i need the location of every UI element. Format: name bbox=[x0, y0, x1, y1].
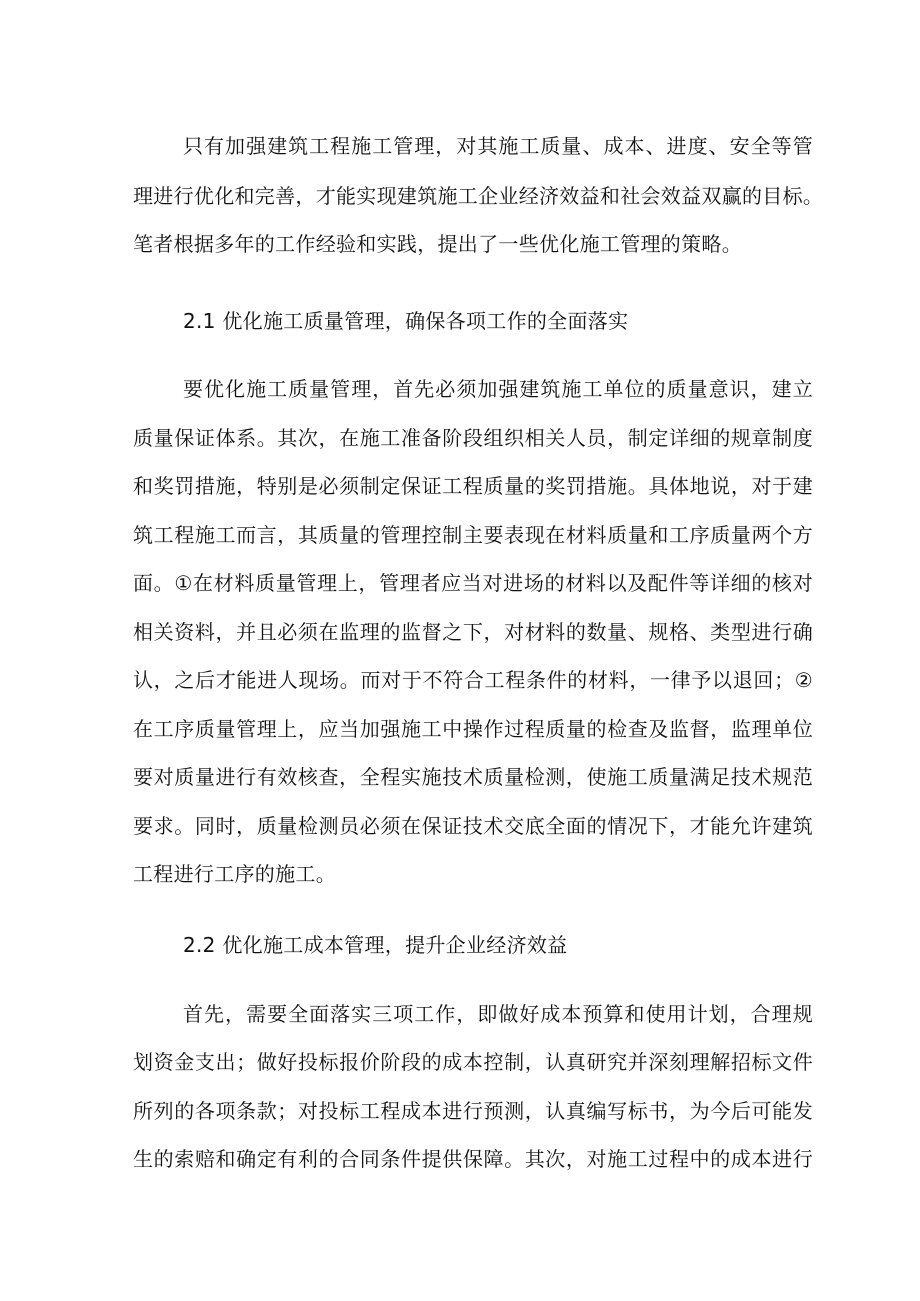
section-2-1-line-4: 筑工程施工而言，其质量的管理控制主要表现在材料质量和工序质量两个方 bbox=[133, 523, 813, 547]
section-2-1-line-8: 在工序质量管理上，应当加强施工中操作过程质量的检查及监督，监理单位 bbox=[133, 717, 813, 741]
section-2-2-heading: 2.2 优化施工成本管理，提升企业经济效益 bbox=[183, 933, 568, 957]
intro-line-1: 只有加强建筑工程施工管理，对其施工质量、成本、进度、安全等管 bbox=[183, 134, 813, 158]
section-2-1-line-3: 和奖罚措施，特别是必须制定保证工程质量的奖罚措施。具体地说，对于建 bbox=[133, 474, 813, 498]
intro-line-3: 笔者根据多年的工作经验和实践，提出了一些优化施工管理的策略。 bbox=[133, 232, 742, 256]
section-2-1-line-1: 要优化施工质量管理，首先必须加强建筑施工单位的质量意识，建立 bbox=[183, 377, 813, 401]
section-2-1-line-11: 工程进行工序的施工。 bbox=[133, 862, 336, 886]
section-2-1-line-7: 认，之后才能进人现场。而对于不符合工程条件的材料，一律予以退回；② bbox=[133, 668, 813, 692]
section-2-1-line-2: 质量保证体系。其次，在施工准备阶段组织相关人员，制定详细的规章制度 bbox=[133, 426, 813, 450]
section-2-1-line-10: 要求。同时，质量检测员必须在保证技术交底全面的情况下，才能允许建筑 bbox=[133, 814, 813, 838]
section-2-1-line-5: 面。①在材料质量管理上，管理者应当对进场的材料以及配件等详细的核对 bbox=[133, 571, 813, 595]
section-2-2-line-4: 生的索赔和确定有利的合同条件提供保障。其次，对施工过程中的成本进行 bbox=[133, 1147, 813, 1171]
section-2-1-heading: 2.1 优化施工质量管理，确保各项工作的全面落实 bbox=[183, 309, 629, 333]
section-2-1-line-6: 相关资料，并且必须在监理的监督之下，对材料的数量、规格、类型进行确 bbox=[133, 620, 813, 644]
section-2-1-line-9: 要对质量进行有效核查，全程实施技术质量检测，使施工质量满足技术规范 bbox=[133, 765, 813, 789]
section-2-2-line-3: 所列的各项条款；对投标工程成本进行预测，认真编写标书，为今后可能发 bbox=[133, 1099, 813, 1123]
section-2-2-line-1: 首先，需要全面落实三项工作，即做好成本预算和使用计划，合理规 bbox=[183, 1002, 813, 1026]
intro-line-2: 理进行优化和完善，才能实现建筑施工企业经济效益和社会效益双赢的目标。 bbox=[133, 184, 824, 208]
section-2-2-line-2: 划资金支出；做好投标报价阶段的成本控制，认真研究并深刻理解招标文件 bbox=[133, 1050, 813, 1074]
